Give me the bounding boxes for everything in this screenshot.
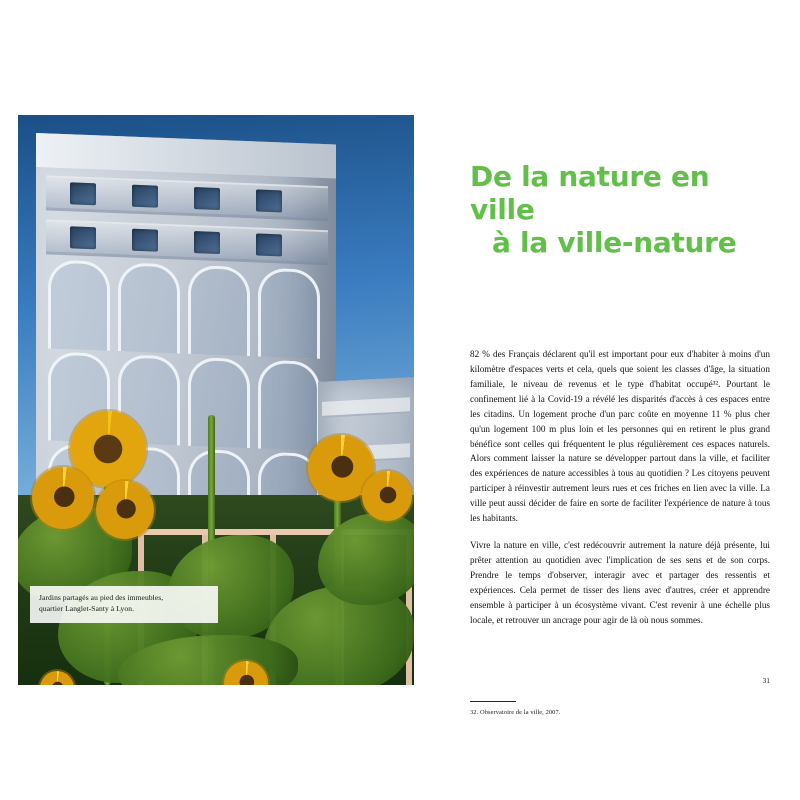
text-page [470, 115, 770, 717]
window [132, 229, 158, 252]
sunflower-bloom [96, 481, 154, 539]
page-title [470, 160, 770, 259]
page-number: 31 [762, 676, 770, 685]
paragraph-2: Vivre la nature en ville, c'est redécouvrir autrement la nature déjà présente, lui prêter attention au quotidien avec l'implication de ses sens et de son corps. Prendre le temps d'observer, interagir avec et partager des ressentis et expériences. Cela permet de tisser des liens avec d'autres, créer et apprendre ensemble à participer à un écosystème vivant. C'est revenir à une échelle plus locale, et retrouver un ancrage pour agir de là où nous sommes. [470, 539, 770, 625]
footnote: 32. Observatoire de la ville, 2007. [470, 709, 561, 717]
sunflower-bloom [362, 471, 412, 521]
photograph [18, 115, 414, 685]
footnote-divider [470, 701, 516, 702]
paragraph-1: 82 % des Français déclarent qu'il est important pour eux d'habiter à moins d'un kilomètre d'espaces verts et cela, quels que soient les classes d'âge, la situation familiale, le niveau de revenus et le type d'habitat occupé³². Pourtant le confinement lié à la Covid-19 a révélé les disparités d'accès à ces espaces entre les citadins. Un logement proche d'un parc coûte en moyenne 11 % plus cher qu'un logement 100 m plus loin et les personnes qui en retirent le plus grand bénéfice sont celles qui fréquentent le plus régulièrement ces espaces naturels. Alors comment laisser la nature se développer partout dans la ville, et faciliter des expériences de nature accessibles à tous au quotidien ? Les citoyens peuvent participer à réinvestir autrement leurs rues et ces friches en lien avec la ville. La ville peut aussi décider de faire en sorte de faciliter l'expérience de nature à tous les habitants. [470, 349, 770, 524]
facade-arch [118, 262, 180, 353]
window [70, 226, 96, 249]
page-title-line-1: De la nature en ville [470, 160, 710, 227]
window [132, 185, 158, 208]
facade-arch [258, 360, 320, 451]
facade-arch [188, 357, 250, 448]
photo-caption [30, 586, 218, 623]
window [256, 233, 282, 256]
facade-arch [258, 268, 320, 359]
facade-arch [48, 259, 110, 350]
photo-caption-line-2: quartier Langlet-Santy à Lyon. [39, 604, 135, 614]
window [194, 187, 220, 210]
facade-arch [188, 265, 250, 356]
photo-caption-line-1: Jardins partagés au pied des immeubles, [39, 593, 164, 603]
page-title-line-2: à la ville-nature [492, 226, 737, 260]
window [256, 189, 282, 212]
window [194, 231, 220, 254]
annex-band [322, 397, 410, 418]
body-copy [470, 347, 770, 627]
window [70, 182, 96, 205]
arch-row [42, 259, 332, 356]
sunflower-bloom [32, 467, 94, 529]
